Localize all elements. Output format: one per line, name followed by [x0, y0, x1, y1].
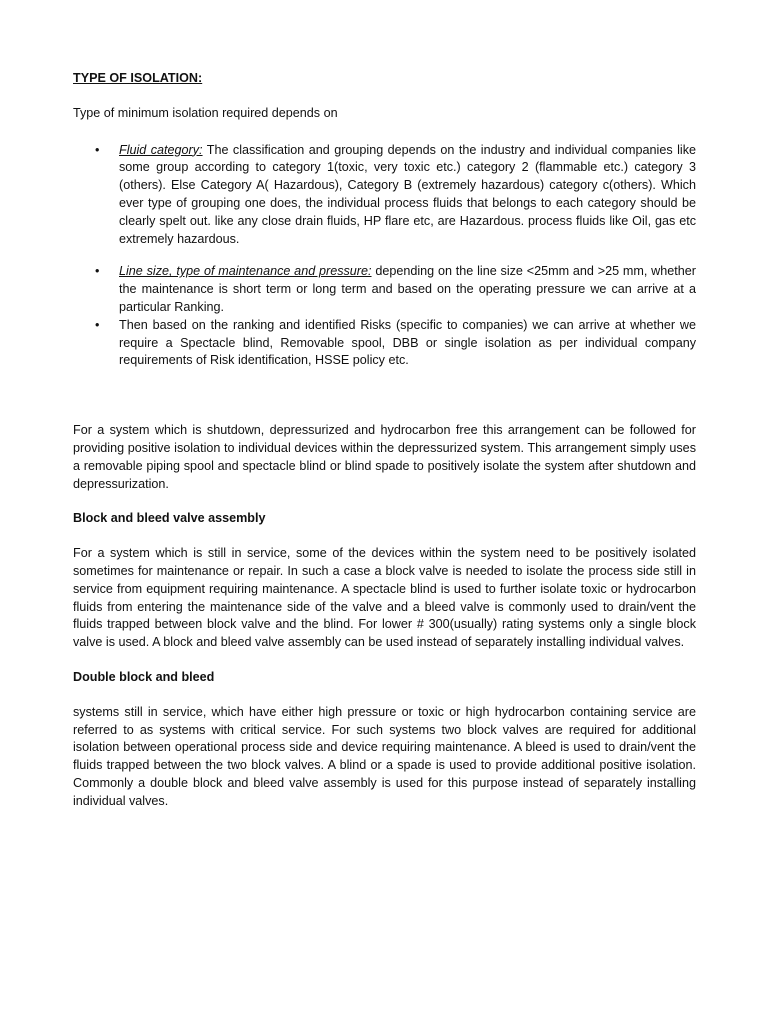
term-fluid-category: Fluid category: — [119, 142, 203, 157]
list-item-line-size — [73, 263, 696, 316]
term-line-size: Line size, type of maintenance and pressure: — [119, 264, 372, 279]
bullet-marker: • — [95, 317, 100, 332]
heading-double-block-and-bleed: Double block and bleed — [73, 669, 215, 684]
list-item-fluid-category — [73, 142, 696, 249]
paragraph-shutdown-system: For a system which is shutdown, depressurized and hydrocarbon free this arrangement can be followed for providing positive isolation to individual devices within the depressurized system. This arrangement simply uses a removable piping spool and spectacle blind or blind spade to positively isolate the system after shutdown and depressurization. — [73, 423, 696, 491]
heading-block-and-bleed: Block and bleed valve assembly — [73, 511, 266, 526]
isolation-criteria-list — [73, 142, 696, 371]
paragraph-block-and-bleed: For a system which is still in service, some of the devices within the system need to be positively isolated sometimes for maintenance or repair. In such a case a block valve is needed to isolate the process side still in service from equipment requiring maintenance. A spectacle blind is used to further isolate toxic or hydrocarbon fluids from entering the maintenance side of the valve and a bleed valve is commonly used to drain/vent the fluids trapped between block valve and the blind. For lower # 300(usually) rating systems only a single block valve is used. A block and bleed valve assembly can be used instead of separately installing individual valves. — [73, 546, 696, 650]
list-item-ranking — [73, 317, 696, 370]
text-fluid-category: The classification and grouping depends on the industry and individual companies like some group according to category 1(toxic, very toxic etc.) category 2 (flammable etc.) category 3 (others). Else Category A( Hazardous), Category B (extremely hazardous) category c(others). Which ever type of grouping one does, the individual process fluids that belongs to each category should be clearly spelt out. like any close drain fluids, HP flare etc, are Hazardous. process fluids like Oil, gas etc extremely hazardous. — [119, 142, 696, 246]
bullet-marker: • — [95, 264, 100, 279]
document-title: TYPE OF ISOLATION: — [73, 71, 203, 85]
intro-text: Type of minimum isolation required depends on — [73, 105, 338, 120]
text-ranking: Then based on the ranking and identified Risks (specific to companies) we can arrive at whether we require a Spectacle blind, Removable spool, DBB or single isolation as per individual company requirements of Risk identification, HSSE policy etc. — [119, 317, 696, 368]
bullet-marker: • — [95, 142, 100, 157]
paragraph-double-block-and-bleed: systems still in service, which have either high pressure or toxic or high hydrocarbon containing service are referred to as systems with critical service. For such systems two block valves are required for additional isolation between operational process side and device requiring maintenance. A bleed is used to drain/vent the fluids trapped between the two block valves. A blind or a spade is used to provide additional positive isolation. Commonly a double block and bleed valve assembly is used for this purpose instead of separately installing individual valves. — [73, 704, 696, 808]
text-line-size: depending on the line size <25mm and >25 mm, whether the maintenance is short term or long term and based on the operating pressure we can arrive at a particular Ranking. — [119, 264, 696, 314]
